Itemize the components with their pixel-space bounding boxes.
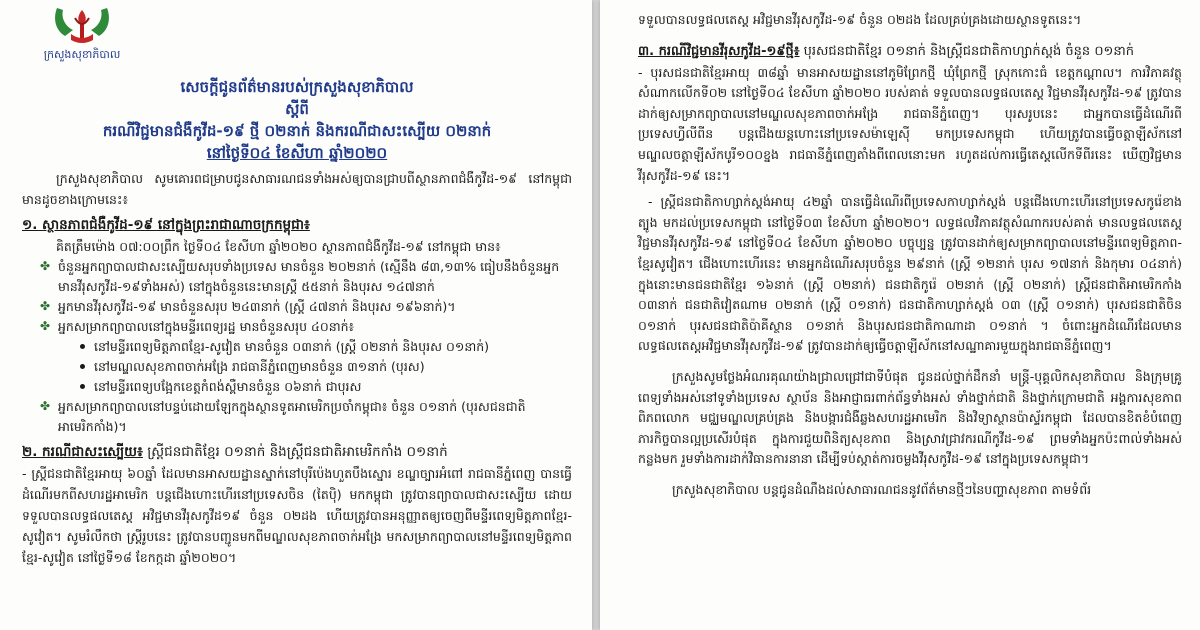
section-1-intro: គិតត្រឹមម៉ោង ០៧:០០ព្រឹក ថ្ងៃទី០៤ ខែសីហា ឆ្នាំ២០២០ ស្ថានភាពជំងឺកូវីដ-១៩ នៅកម្ពុជា មាន៖ [56, 239, 501, 254]
list-item: នៅមន្ទីរពេទ្យមិត្តភាពខ្មែរ-សូវៀត មានចំនួន ០៣នាក់ (ស្ត្រី ០២នាក់ និងបុរស ០១នាក់) [78, 337, 572, 357]
section-3-heading: ៣. ករណីវិជ្ជមានវីរុសកូវីដ-១៩ថ្មី៖ បុរសជនជាតិខ្មែរ ០១នាក់ និងស្ត្រីជនជាតិកាហ្សាក់ស្តង់ ចំនួន ០១នាក់ [638, 43, 1134, 59]
section-2-body: - ស្ត្រីជនជាតិខ្មែរអាយុ ៦០ឆ្នាំ ដែលមានអាសយដ្ឋានស្នាក់នៅបុរីប៉េងហួតបឹងស្នោរ ខណ្ឌច្បារអំពៅ រាជធានីភ្នំពេញ បានធ្វើដំណើរមកពីសហរដ្ឋអាមេរិក បន្តជើងហោះហើរនៅប្រទេសចិន (តៃប៉ិ) មកកម្ពុជា ត្រូវបានព្យាបាលជាសះស្បើយ ដោយទទួលបានលទ្ធផលតេស្ត អវិជ្ជមានវីរុសកូវីដ១៩ ចំនួន ០២ដង ហើយត្រូវបានអនុញ្ញាតឲ្យចេញពីមន្ទីរពេទ្យមិត្តភាពខ្មែរ-សូវៀត។ សូមរំលឹកថា ស្ត្រីរូបនេះ ត្រូវបានបញ្ជូនមកពីមណ្ឌលសុខភាពចាក់អង្រែ មកសម្រាកព្យាបាលនៅមន្ទីរពេទ្យមិត្តភាពខ្មែរ-សូវៀត នៅថ្ងៃទី១៨ ខែកក្កដា ឆ្នាំ២០២០។ [22, 466, 572, 565]
thanks-paragraph: ក្រសួងសូមថ្លែងអំណរគុណយ៉ាងជ្រាលជ្រៅជាទីបំផុត ជូនដល់ថ្នាក់ដឹកនាំ មន្ត្រី-បុគ្គលិកសុខាភិបាល និងក្រុមគ្រូពេទ្យទាំងអស់នៅទូទាំងប្រទេស ស្ថាប័ន និងអាជ្ញាធរពាក់ព័ន្ធទាំងអស់ ទាំងថ្នាក់ជាតិ និងថ្នាក់ក្រោមជាតិ អង្គការសុខភាពពិភពលោក មជ្ឈមណ្ឌលគ្រប់គ្រង និងបង្ការជំងឺឆ្លងសហរដ្ឋអាមេរិក និងវិទ្យាស្ថានប៉ាស្ទ័រកម្ពុជា ដែលបានខិតខំបំពេញភារកិច្ចបានល្អប្រសើរបំផុត ក្នុងការជួយពិនិត្យសុខភាព និងស្រាវជ្រាវករណីកូវីដ-១៩ ព្រមទាំងអ្នកប៉ះពាល់ទាំងអស់កន្លងមក រួមទាំងការដាក់វិធានការនានា ដើម្បីទប់ស្កាត់ការចម្លងវីរុសកូវីដ-១៩ នៅក្នុងប្រទេសកម្ពុជា។ [638, 368, 1182, 467]
list-item: ✤ អ្នកមានវីរុសកូវីដ-១៩ មានចំនួនសរុប ២៤៣នាក់ (ស្ត្រី ៤៧នាក់ និងបុរស ១៩៦នាក់)។ [40, 299, 456, 314]
list-item: នៅមន្ទីរពេទ្យបង្អែកខេត្តកំពង់ស្ពឺមានចំនួន ០៦នាក់ ជាបុរស [78, 377, 572, 397]
diamond-bullet-icon: ✤ [40, 399, 51, 413]
list-item: ✤ ចំនួនអ្នកព្យាបាលជាសះស្បើយសរុបទាំងប្រទេស មានចំនួន ២០២នាក់ (ស្មើនឹង ៨៣,១៣% ធៀបនឹងចំនួនអ្នកមានវីរុសកូវីដ-១៩ទាំងអស់) នៅក្នុងចំនួននេះមានស្ត្រី ៥៥នាក់ និងបុរស ១៤៧នាក់ [40, 259, 560, 294]
dot-bullet-icon [80, 344, 85, 349]
ministry-emblem-icon [51, 4, 113, 48]
list-item: ✤ អ្នកសម្រាកព្យាបាលនៅបន្ទប់ដោយឡែកក្នុងស្ថានទូតអាមេរិកប្រចាំកម្ពុជា៖ ចំនួន ០១នាក់ (បុរសជនជាតិអាមេរិកកាំង)។ [40, 399, 526, 434]
dot-bullet-icon [80, 364, 85, 369]
case-1-paragraph: - បុរសជនជាតិខ្មែរអាយុ ៣៨ឆ្នាំ មានអាសយដ្ឋាននៅភូមិព្រែកថ្មី ឃុំព្រែកថ្មី ស្រុកកោះធំ ខេត្តកណ្តាល។ ការវិភាគវត្ថុសំណាកលើកទី០២ នៅថ្ងៃទី០៤ ខែសីហា ឆ្នាំ២០២០ របស់គាត់ ទទួលបានលទ្ធផលតេស្ត វិជ្ជមានវីរុសកូវីដ-១៩ ត្រូវបានដាក់ឲ្យសម្រាកព្យាបាលនៅមណ្ឌលសុខភាពចាក់អង្រែ រាជធានីភ្នំពេញ។ បុរសរូបនេះ ជាអ្នកបានធ្វើដំណើរពីប្រទេសហ្វីលីពីន បន្តជើងយន្តហោះនៅប្រទេសម៉ាឡេស៊ី មកប្រទេសកម្ពុជា ហើយត្រូវបានធ្វើចត្តាឡីស័កនៅមណ្ឌលចត្តាឡីស័កបូរី១០០ខ្នង រាជធានីភ្នំពេញតាំងពីពេលនោះមក រហូតដល់ការធ្វើតេស្តលើកទីពីរនេះ ឃើញវិជ្ជមានវីរុសកូវីដ-១៩ នេះ។ [638, 64, 1182, 183]
title-date: នៅថ្ងៃទី០៤ ខែសីហា ឆ្នាំ២០២០ [206, 144, 388, 162]
diamond-bullet-icon: ✤ [40, 259, 51, 273]
dot-bullet-icon [80, 384, 85, 389]
diamond-bullet-icon: ✤ [40, 299, 51, 313]
document-page-right [600, 0, 1200, 630]
title-line-3: ករណីវិជ្ជមានជំងឺកូវីដ-១៩ ថ្មី ០២នាក់ និងករណីជាសះស្បើយ ០២នាក់ [102, 122, 492, 140]
hospital-sub-list [78, 337, 572, 397]
status-bullet-list [38, 257, 572, 337]
list-item: ✤ អ្នកសម្រាកព្យាបាលនៅក្នុងមន្ទីរពេទ្យរដ្ឋ មានចំនួនសរុប ៤០នាក់៖ [40, 319, 355, 334]
title-line-2: ស្តីពី [285, 100, 309, 118]
intro-paragraph: ក្រសួងសុខាភិបាល សូមគោរពជម្រាបជូនសាធារណជនទាំងអស់ឲ្យបានជ្រាបពីស្ថានភាពជំងឺកូវីដ-១៩ នៅកម្ពុជា មានដូចខាងក្រោមនេះ៖ [22, 171, 572, 207]
title-line-1: សេចក្តីជូនព័ត៌មានរបស់ក្រសួងសុខាភិបាល [180, 78, 414, 96]
list-item: នៅមណ្ឌលសុខភាពចាក់អង្រែ រាជធានីភ្នំពេញមានចំនួន ៣១នាក់ (បុរស) [78, 357, 572, 377]
section-1-heading: ១. ស្ថានភាពជំងឺកូវីដ-១៩ នៅក្នុងព្រះរាជាណាចក្រកម្ពុជា៖ [22, 217, 310, 233]
ministry-name: ក្រសួងសុខាភិបាល [43, 48, 121, 61]
ministry-logo [22, 4, 142, 64]
document-page-left [0, 0, 592, 630]
status-bullet-list-2 [38, 397, 572, 437]
closing-paragraph: ក្រសួងសុខាភិបាល បន្តជូនដំណឹងដល់សាធារណជននូវព័ត៌មានថ្មីៗនៃបញ្ហាសុខភាព តាមទំព័រ [672, 481, 1092, 497]
case-2-paragraph: - ស្ត្រីជនជាតិកាហ្សាក់ស្តង់អាយុ ៤២ឆ្នាំ បានធ្វើដំណើរពីប្រទេសកាហ្សាក់ស្តង់ បន្តជើងហោះហើរនៅប្រទេសកូរ៉េខាងត្បូង មកដល់ប្រទេសកម្ពុជា នៅថ្ងៃទី០៣ ខែសីហា ឆ្នាំ២០២០។ លទ្ធផលវិភាគវត្ថុសំណាករបស់គាត់ មានលទ្ធផលតេស្ត វិជ្ជមានវីរុសកូវីដ-១៩ នៅថ្ងៃទី០៤ ខែសីហា ឆ្នាំ២០២០ បច្ចុប្បន្ន ត្រូវបានដាក់ឲ្យសម្រាកព្យាបាលនៅមន្ទីរពេទ្យមិត្តភាព-ខ្មែរសូវៀត។ ជើងហោះហើរនេះ មានអ្នកដំណើរសរុបចំនួន ២៩នាក់ (ស្ត្រី ១២នាក់ បុរស ១៧នាក់ និងកុមារ ០៤នាក់) ក្នុងនោះមានជនជាតិខ្មែរ ១៦នាក់ (ស្ត្រី ០២នាក់) ជនជាតិកូរ៉េ ០២នាក់ (ស្ត្រី ០២នាក់) ស្ត្រីជនជាតិអាមេរិកកាំង ០៣នាក់ ជនជាតិវៀតណាម ០២នាក់ (ស្ត្រី ០១នាក់) ជនជាតិកាហ្សាក់ស្តង់ ០៣ (ស្ត្រី ០១នាក់) បុរសជនជាតិចិន ០១នាក់ បុរសជនជាតិប៉ាគីស្ថាន ០១នាក់ និងបុរសជនជាតិកាណាដា ០១នាក់ ។ ចំពោះអ្នកដំណើរដែលមានលទ្ធផលតេស្តអវិជ្ជមានវីរុសកូវីដ-១៩ ត្រូវបានដាក់ឲ្យធ្វើចត្តាឡីស័កនៅសណ្ឋាគារមួយក្នុងរាជធានីភ្នំពេញ។ [638, 194, 1182, 354]
section-2-heading: ២. ករណីជាសះស្បើយ៖ ស្ត្រីជនជាតិខ្មែរ ០១នាក់ និងស្ត្រីជនជាតិអាមេរិកកាំង ០១នាក់ [22, 444, 448, 460]
diamond-bullet-icon: ✤ [40, 319, 51, 333]
continued-line: ទទួលបានលទ្ធផលតេស្ត អវិជ្ជមានវីរុសកូវីដ-១៩ ចំនួន ០២ដង ដែលគ្រប់គ្រងដោយស្ថានទូតនេះ។ [638, 12, 1082, 27]
document-title [22, 76, 572, 164]
